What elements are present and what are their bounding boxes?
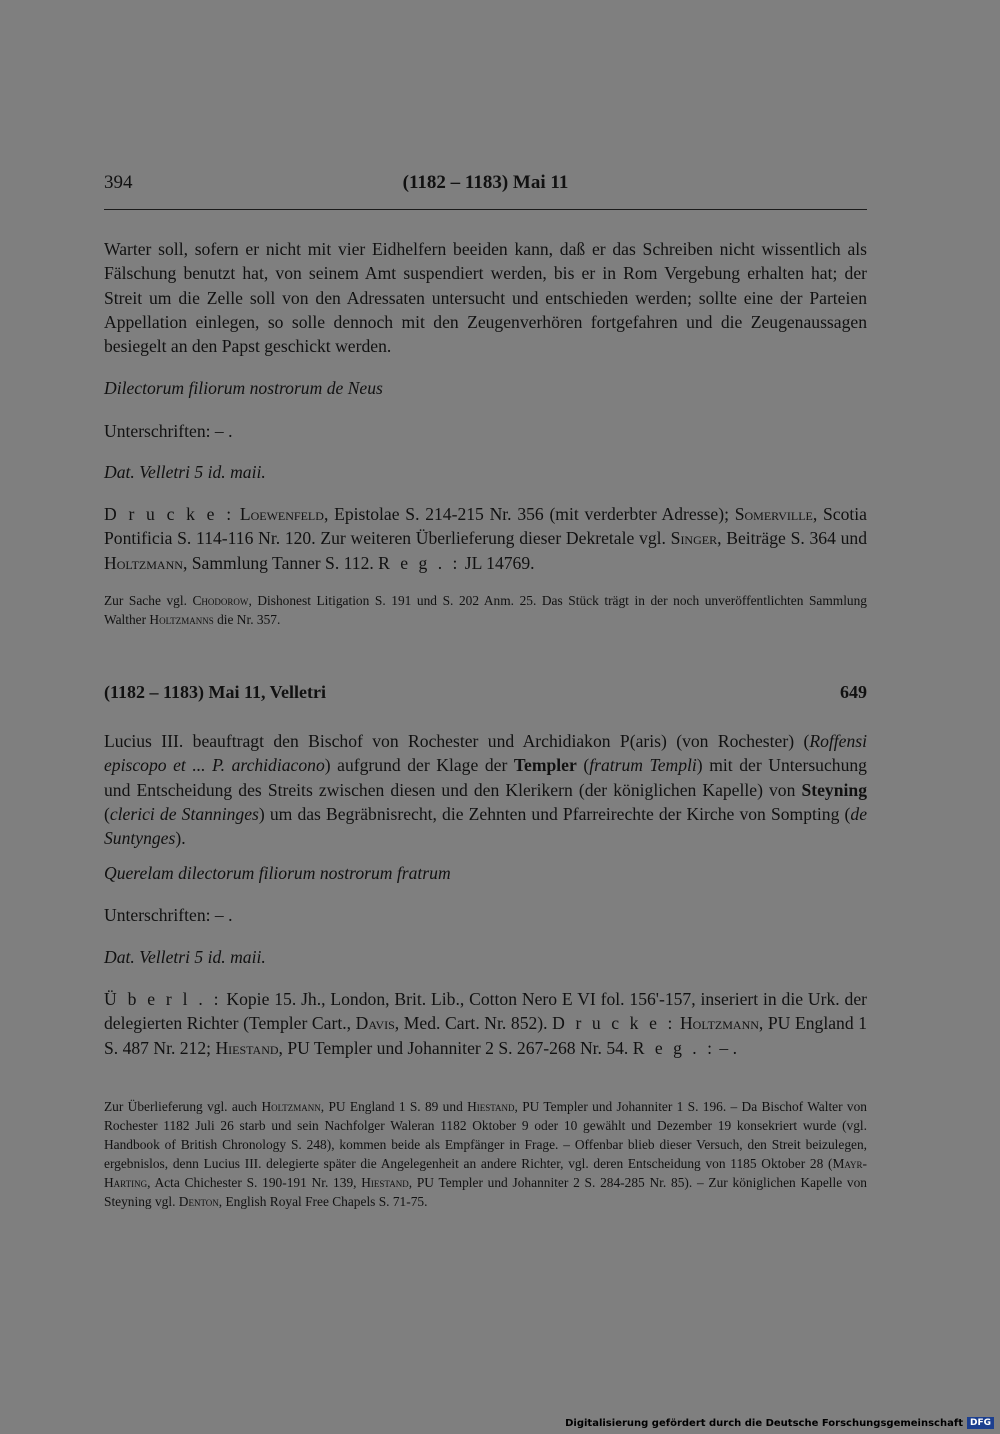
text-run: , PU Templer und Johanniter 2 S. 267-268 Nr. 54. (278, 1037, 633, 1058)
text-run: Hiestand (361, 1175, 409, 1190)
text-run: R e g . : (378, 552, 461, 573)
footer-text: Digitalisierung gefördert durch die Deutsche Forschungsgemeinschaft (565, 1417, 963, 1429)
text-run: R e g . : (632, 1037, 715, 1058)
prev-entry-note (104, 591, 867, 629)
prev-entry-datum: Dat. Velletri 5 id. maii. (104, 462, 266, 482)
prev-entry-drucke (104, 502, 867, 575)
text-run: Loewenfeld (239, 504, 324, 524)
text-run: Steyning (801, 779, 867, 800)
text-run: Holtzmann (104, 552, 183, 573)
text-run: Ü b e r l . : (104, 989, 222, 1009)
text-run: Zur Überlieferung vgl. auch (104, 1099, 262, 1114)
text-run: Roffensi episcopo et ... P. archidiacono (104, 731, 867, 776)
prev-entry-paragraph (104, 237, 867, 358)
text-run: , Epistolae S. 214-215 Nr. 356 (mit verderbter Adresse); (323, 504, 735, 524)
text-run: ) um das Begräbnisrecht, die Zehnten und Pfarreirechte der Kirche von Sompting ( (258, 803, 851, 824)
entry-regest (104, 729, 867, 850)
running-title: (1182 – 1183) Mai 11 (402, 172, 569, 193)
text-run: Kopie 15. Jh., London, Brit. Lib., Cotton Nero E VI fol. 156'-157, inseriert in die Urk. der delegierten Richter (Templer Cart., (104, 989, 867, 1034)
text-run: Holtzmann (679, 1013, 759, 1034)
text-run: , PU Templer und Johanniter 1 S. 196. – Da Bischof Walter von Rochester 1182 Juli 26 starb und sein Nachfolger Waleran 1182 Oktober 9 oder 10 gewählt und Dezember 19 konsekriert wurde (vgl. Handbook of British Chronology S. 248), kommen beide als Empfänger in Frage. – Offenbar blieb dieser Versuch, den Streit beizulegen, ergebnislos, denn Lucius III. delegierte später die Angelegenheit an andere Richter, vgl. deren Entscheidung von 1185 Oktober 28 ( (104, 1099, 867, 1171)
text-run: clerici de Stanninges (109, 803, 259, 824)
text-run: , Beiträge S. 364 und (717, 528, 867, 549)
text-run: Somerville (734, 504, 813, 524)
text-run: Holtzmann (261, 1099, 321, 1114)
text-run: Zur Sache vgl. (104, 593, 193, 608)
header-rule (104, 209, 867, 210)
text-run: ) aufgrund der Klage der (324, 755, 514, 776)
text-run: D r u c k e : (552, 1013, 676, 1034)
entry-heading (104, 682, 867, 708)
text-run: Hiestand (215, 1037, 279, 1058)
entry-datum: Dat. Velletri 5 id. maii. (104, 947, 266, 967)
footer-credit (565, 1416, 994, 1430)
page-number: 394 (104, 172, 133, 193)
text-run: Templer (513, 755, 577, 776)
text-run: Singer (670, 528, 718, 549)
text-run: , Med. Cart. Nr. 852). (394, 1013, 553, 1034)
text-run: , English Royal Free Chapels S. 71-75. (218, 1194, 428, 1209)
text-run: , PU Templer und Johanniter 2 S. 284-285 Nr. 85). – Zur königlichen Kapelle von Steyning vgl. (104, 1175, 867, 1209)
entry-unterschriften: Unterschriften: – . (104, 905, 233, 925)
dfg-logo: DFG (967, 1417, 994, 1429)
prev-entry-unterschriften: Unterschriften: – . (104, 421, 233, 441)
text-run: , PU England 1 S. 487 Nr. 212; (104, 1013, 868, 1058)
text-run: Lucius III. beauftragt den Bischof von Rochester und Archidiakon P(aris) (von Rochester) ( (104, 731, 810, 751)
text-run: , Sammlung Tanner S. 112. (182, 552, 379, 573)
text-run: ) mit der Untersuchung und Entscheidung des Streits zwischen diesen und den Klerikern (der königlichen Kapelle) von (104, 755, 867, 800)
text-run: ). (175, 828, 186, 849)
prev-entry-incipit: Dilectorum filiorum nostrorum de Neus (104, 378, 383, 398)
text-run: ( (576, 755, 590, 776)
text-run: Denton (178, 1194, 219, 1209)
entry-number: 649 (840, 682, 867, 702)
text-run: Warter soll, sofern er nicht mit vier Eidhelfern beeiden kann, daß er das Schreiben nicht wissentlich als Fälschung benutzt hat, von seinem Amt suspendiert werden, bis er in Rom Vergebung erhalten hat; der Streit um die Zelle soll von den Adressaten untersucht und entschieden werden; sollte eine der Parteien Appellation einlegen, so solle dennoch mit den Zeugenverhören fortgefahren und die Zeugenaussagen besiegelt an den Papst geschickt werden. (104, 239, 867, 357)
text-run: Davis (355, 1013, 395, 1034)
text-run: Holtzmanns (149, 612, 214, 627)
entry-title: (1182 – 1183) Mai 11, Velletri (104, 682, 326, 702)
entry-incipit: Querelam dilectorum filiorum nostrorum fratrum (104, 863, 451, 883)
entry-note (104, 1097, 867, 1211)
text-run: ( (104, 803, 110, 824)
text-run: die Nr. 357. (213, 612, 281, 627)
text-run: JL 14769. (460, 552, 535, 573)
entry-ueberlieferung (104, 987, 867, 1060)
text-run: , PU England 1 S. 89 und (320, 1099, 468, 1114)
text-run: , Dishonest Litigation S. 191 und S. 202 Anm. 25. Das Stück trägt in der noch unveröffentlichten Sammlung Walther (104, 593, 868, 627)
text-run: Mayr-Harting (104, 1156, 867, 1190)
text-run: D r u c k e : (104, 504, 235, 524)
text-run: de Suntynges (104, 803, 867, 849)
text-run: , Acta Chichester S. 190-191 Nr. 139, (147, 1175, 362, 1190)
text-run: , Scotia Pontificia S. 114-116 Nr. 120. Zur weiteren Überlieferung dieser Dekretale vgl. (104, 504, 867, 549)
page-header (104, 172, 867, 202)
text-run: Hiestand (467, 1099, 515, 1114)
text-run: fratrum Templi (589, 755, 697, 776)
text-run: – . (714, 1037, 737, 1058)
text-run: Chodorow (192, 593, 249, 608)
